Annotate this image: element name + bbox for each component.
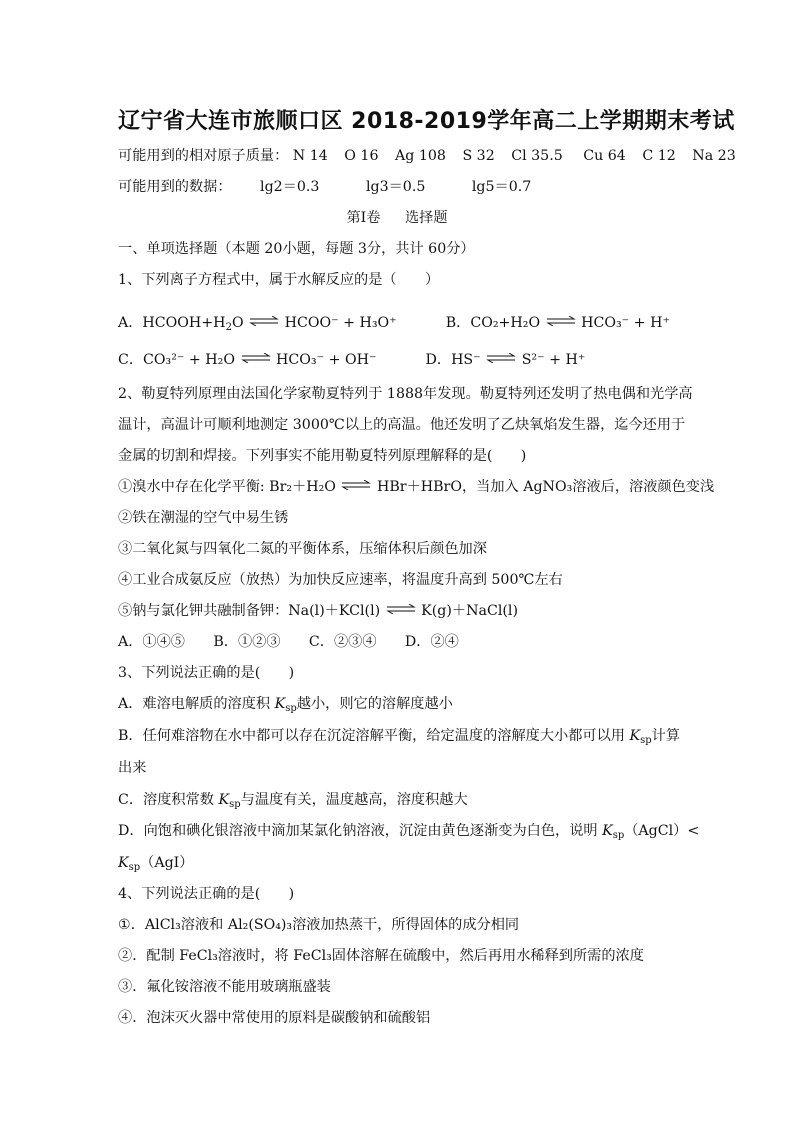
section-title (0, 208, 794, 228)
q2-options: A．①④⑤ B．①②③ C．②③④ D．②④ (118, 634, 459, 650)
data-item: lg2＝0.3 (260, 179, 320, 195)
equilibrium-arrow-icon (249, 316, 279, 326)
question-2-para-3: 金属的切割和焊接。下列事实不能用勒夏特列原理解释的是( ) (118, 448, 527, 464)
q2-statement-2: ②铁在潮湿的空气中易生锈 (118, 510, 289, 526)
q3-option-a: A．难溶电解质的溶度积 $K_{sp}$越小，则它的溶解度越小 (118, 696, 453, 714)
equilibrium-arrow-icon (486, 353, 516, 363)
question-2-para-1: 2、勒夏特列原理由法国化学家勒夏特列于 1888年发现。勒夏特列还发明了热电偶和光学高 (118, 386, 693, 402)
q2-statement-5: ⑤钠与氯化钾共融制备钾：Na(l)＋KCl(l) K(g)＋NaCl(l) (118, 603, 518, 619)
q4-statement-4: ④．泡沫灭火器中常使用的原料是碳酸钠和硫酸铝 (118, 1010, 431, 1026)
mass-item: Na 23 (692, 148, 736, 164)
exam-title: 辽宁省大连市旅顺口区 2018-2019学年高二上学期期末考试 (118, 109, 735, 134)
q1-options-ab (118, 313, 670, 338)
q1-option-a: A．$HCOOH+H_2O$ HCOO⁻ + H₃O⁺ (118, 315, 397, 333)
q1-option-c: C．CO₃²⁻ + H₂O HCO₃⁻ + OH⁻ (118, 352, 377, 368)
mass-item: S 32 (462, 148, 495, 164)
q2-statement-3: ③二氧化氮与四氧化二氮的平衡体系，压缩体积后颜色加深 (118, 541, 487, 557)
mass-item: C 12 (642, 148, 676, 164)
q1-option-b: B．CO₂+H₂O HCO₃⁻ + H⁺ (445, 315, 670, 331)
mass-item: O 16 (344, 148, 379, 164)
section-part: 第Ⅰ卷 (346, 210, 381, 226)
q4-statement-2: ②．配制 FeCl₃溶液时，将 FeCl₃固体溶解在硫酸中，然后再用水稀释到所需的浓度 (118, 948, 644, 964)
mass-item: N 14 (292, 148, 328, 164)
section-name: 选择题 (404, 210, 448, 226)
equilibrium-arrow-icon (341, 480, 371, 490)
q1-option-d: D．HS⁻ S²⁻ + H⁺ (425, 352, 586, 368)
question-3-stem: 3、下列说法正确的是( ) (118, 665, 295, 681)
question-2-para-2: 温计，高温计可顺利地测定 3000℃以上的高温。他还发明了乙炔氧焰发生器，迄今还用于 (118, 417, 686, 433)
mass-item: Cu 64 (583, 148, 626, 164)
equilibrium-arrow-icon (386, 604, 416, 614)
mass-item: Ag 108 (395, 148, 446, 164)
question-1-stem: 1、下列离子方程式中，属于水解反应的是（ ） (118, 272, 440, 288)
q4-statement-1: ①．AlCl₃溶液和 Al₂(SO₄)₃溶液加热蒸干，所得固体的成分相同 (118, 917, 520, 933)
q4-statement-3: ③．氟化铵溶液不能用玻璃瓶盛装 (118, 979, 331, 995)
q3-option-d-cont: $K_{sp}(AgI)$ (118, 855, 194, 873)
equilibrium-arrow-icon (241, 353, 271, 363)
q3-option-b-cont: 出来 (118, 760, 147, 776)
atomic-mass-label: 可能用到的相对原子质量： (118, 148, 289, 164)
q3-option-d: D．向饱和碘化银溶液中滴加某氯化钠溶液，沉淀由黄色逐渐变为白色，说明 $K_{sp}(AgCl)<$ (118, 823, 700, 841)
data-line (118, 177, 531, 197)
atomic-mass-line (118, 146, 736, 166)
section-heading: 一、单项选择题（本题 20小题，每题 3分，共计 60分） (118, 241, 475, 257)
q2-statement-4: ④工业合成氨反应（放热）为加快反应速率，将温度升高到 500℃左右 (118, 572, 563, 588)
question-4-stem: 4、下列说法正确的是( ) (118, 886, 295, 902)
equilibrium-arrow-icon (546, 316, 576, 326)
data-item: lg5＝0.7 (471, 179, 532, 195)
q3-option-b: B．任何难溶物在水中都可以存在沉淀溶解平衡，给定温度的溶解度大小都可以用 $K_{sp}$计算 (118, 728, 681, 746)
q2-statement-1: ①溴水中存在化学平衡: Br₂＋H₂O HBr＋HBrO，当加入 AgNO₃溶液后，溶液颜色变浅 (118, 479, 715, 495)
mass-item: Cl 35.5 (511, 148, 563, 164)
q3-option-c: C．溶度积常数 $K_{sp}$与温度有关，温度越高，溶度积越大 (118, 792, 468, 810)
q1-options-cd (118, 350, 585, 370)
data-item: lg3＝0.5 (365, 179, 426, 195)
data-label: 可能用到的数据： (118, 179, 232, 195)
